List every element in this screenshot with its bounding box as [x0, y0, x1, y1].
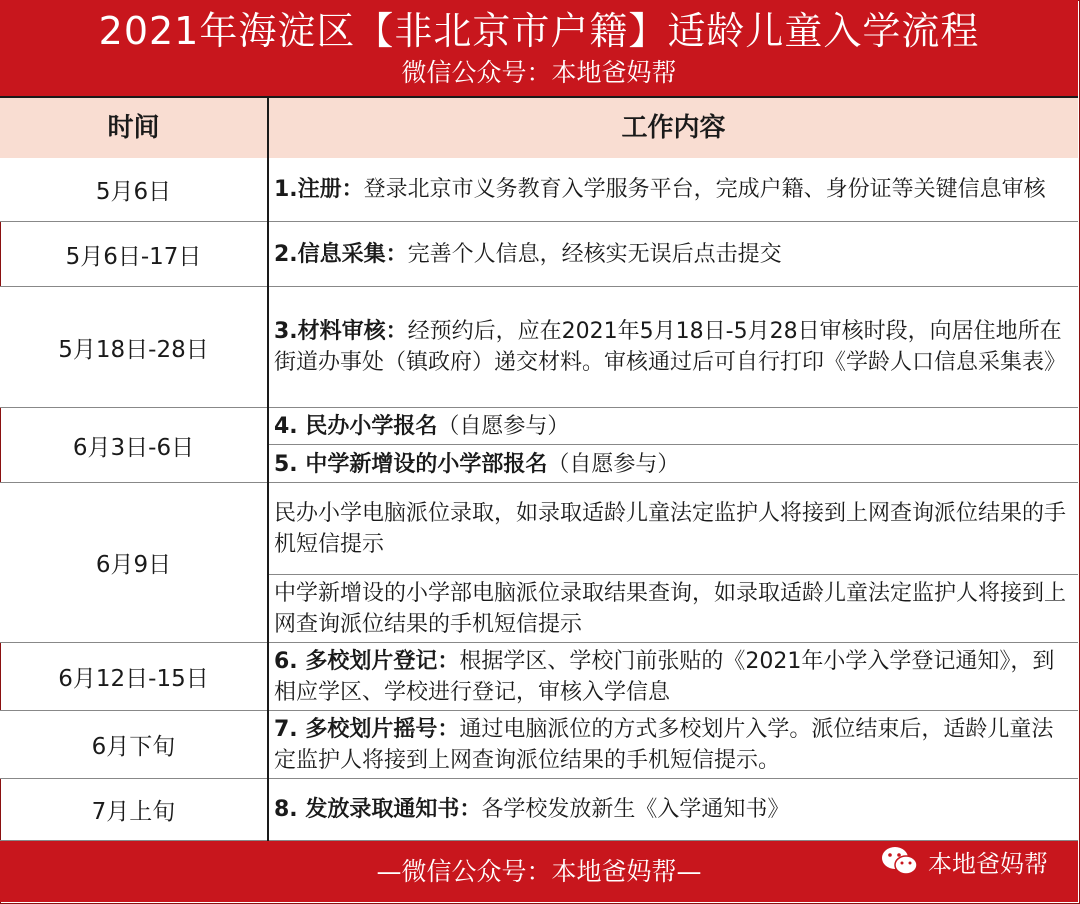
row-content [274, 643, 1070, 710]
sub-row [269, 575, 1078, 643]
table-row [0, 483, 1078, 643]
sub-row [269, 483, 1078, 575]
column-divider [267, 96, 269, 841]
table-row [0, 287, 1078, 408]
row-content [274, 575, 1070, 643]
column-header-content: 工作内容 [621, 113, 726, 143]
row-text: （自愿参与） [547, 451, 680, 477]
row-text: 民办小学电脑派位录取，如录取适龄儿童法定监护人将接到上网查询派位结果的手机短信提示 [274, 500, 1067, 557]
table-row [0, 643, 1078, 711]
row-lead: 8. 发放录取通知书： [274, 797, 482, 822]
row-lead: 5. 中学新增设的小学部报名 [274, 451, 548, 477]
row-date: 6月下旬 [91, 734, 176, 760]
row-text: 经预约后，应在2021年5月18日-5月28日审核时段，向居住地所在街道办事处（镇政府）递交材料。审核通过后可自行打印《学龄人口信息采集表》 [274, 319, 1067, 375]
row-content [274, 779, 1070, 840]
row-text: 中学新增设的小学部电脑派位录取结果查询，如录取适龄儿童法定监护人将接到上网查询派位结果的手机短信提示 [274, 581, 1067, 637]
row-text: 根据学区、学校门前张贴的《2021年小学入学登记通知》，到相应学区、学校进行登记，审核入学信息 [274, 648, 1055, 705]
row-content [274, 445, 1070, 483]
row-lead: 3.材料审核： [274, 319, 408, 344]
row-content [274, 287, 1070, 407]
row-lead: 4. 民办小学报名 [274, 413, 438, 439]
row-text: 登录北京市义务教育入学服务平台，完成户籍、身份证等关键信息审核 [363, 177, 1046, 202]
table-row [0, 222, 1078, 287]
table-row [0, 408, 1078, 483]
table-row [0, 711, 1078, 779]
row-text: 完善个人信息，经核实无误后点击提交 [407, 241, 782, 267]
row-date: 6月3日-6日 [72, 434, 195, 461]
footer-text: —微信公众号：本地爸妈帮— [376, 857, 702, 886]
sub-row [269, 445, 1078, 483]
row-text: （自愿参与） [437, 413, 570, 439]
row-text: 各学校发放新生《入学通知书》 [481, 797, 790, 822]
row-date: 5月6日-17日 [65, 243, 202, 270]
row-date: 5月18日-28日 [58, 336, 209, 363]
row-text: 通过电脑派位的方式多校划片入学。派位结束后，适龄儿童法定监护人将接到上网查询派位结果的手机短信提示。 [274, 716, 1054, 773]
row-content [274, 222, 1070, 286]
row-date: 7月上旬 [91, 799, 176, 825]
top-banner [0, 0, 1078, 96]
column-header-time: 时间 [107, 113, 160, 143]
table-row [0, 158, 1078, 222]
table-header [0, 96, 1078, 162]
watermark [880, 843, 1048, 879]
table-row [0, 779, 1078, 841]
row-content [274, 483, 1070, 574]
row-date: 6月9日 [95, 552, 172, 578]
watermark-text: 本地爸妈帮 [928, 849, 1048, 878]
page-title: 2021年海淀区【非北京市户籍】适龄儿童入学流程 [98, 9, 980, 53]
page-subtitle: 微信公众号：本地爸妈帮 [401, 58, 677, 87]
row-lead: 7. 多校划片摇号： [274, 716, 460, 742]
row-lead: 6. 多校划片登记： [274, 648, 460, 674]
row-content [274, 158, 1070, 221]
row-date: 5月6日 [95, 179, 172, 205]
sub-row [269, 408, 1078, 445]
row-content [274, 408, 1070, 444]
row-date: 6月12日-15日 [58, 666, 209, 692]
row-content [274, 711, 1070, 778]
row-lead: 2.信息采集： [274, 241, 408, 267]
row-lead: 1.注册： [274, 177, 364, 202]
wechat-icon [880, 845, 920, 877]
